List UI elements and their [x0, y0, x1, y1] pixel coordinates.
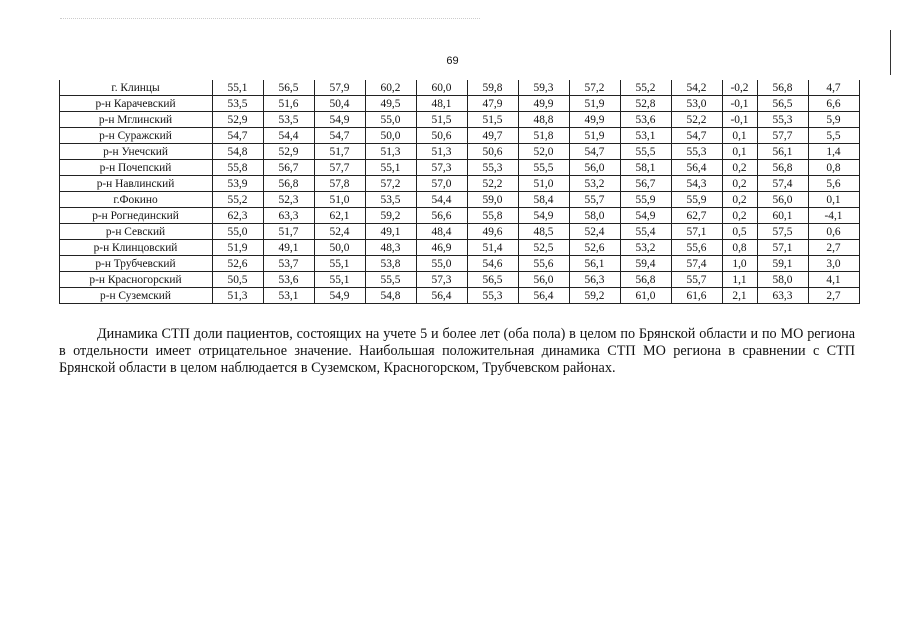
value-cell: 56,7: [621, 176, 672, 192]
district-name-cell: р-н Клинцовский: [60, 240, 213, 256]
value-cell: 52,5: [519, 240, 570, 256]
value-cell: 63,3: [264, 208, 315, 224]
value-cell: 52,2: [468, 176, 519, 192]
value-cell: 54,7: [570, 144, 621, 160]
value-cell: 59,0: [468, 192, 519, 208]
value-cell: 62,3: [213, 208, 264, 224]
table-row: [60, 128, 860, 144]
value-cell: 5,6: [809, 176, 860, 192]
value-cell: 59,4: [621, 256, 672, 272]
value-cell: 59,1: [758, 256, 809, 272]
value-cell: 51,3: [417, 144, 468, 160]
value-cell: 55,1: [315, 256, 366, 272]
value-cell: 57,0: [417, 176, 468, 192]
value-cell: 0,2: [723, 208, 758, 224]
value-cell: 51,8: [519, 128, 570, 144]
value-cell: 55,8: [468, 208, 519, 224]
value-cell: 55,3: [672, 144, 723, 160]
value-cell: -0,1: [723, 112, 758, 128]
value-cell: 51,3: [213, 288, 264, 304]
value-cell: 2,7: [809, 288, 860, 304]
district-name-cell: р-н Трубчевский: [60, 256, 213, 272]
value-cell: 56,4: [519, 288, 570, 304]
value-cell: 55,0: [213, 224, 264, 240]
value-cell: 56,8: [758, 160, 809, 176]
value-cell: 57,4: [758, 176, 809, 192]
district-name-cell: р-н Навлинский: [60, 176, 213, 192]
value-cell: 58,1: [621, 160, 672, 176]
value-cell: 51,0: [315, 192, 366, 208]
value-cell: 6,6: [809, 96, 860, 112]
value-cell: 54,7: [672, 128, 723, 144]
value-cell: 53,6: [621, 112, 672, 128]
value-cell: 56,0: [570, 160, 621, 176]
value-cell: 0,1: [809, 192, 860, 208]
value-cell: 53,8: [366, 256, 417, 272]
value-cell: 55,5: [621, 144, 672, 160]
value-cell: 54,2: [672, 80, 723, 96]
value-cell: 56,8: [621, 272, 672, 288]
value-cell: 0,2: [723, 176, 758, 192]
value-cell: 54,7: [315, 128, 366, 144]
district-name-cell: р-н Мглинский: [60, 112, 213, 128]
value-cell: 56,0: [519, 272, 570, 288]
value-cell: 49,6: [468, 224, 519, 240]
value-cell: 55,6: [672, 240, 723, 256]
value-cell: 51,0: [519, 176, 570, 192]
value-cell: 51,5: [417, 112, 468, 128]
value-cell: 57,1: [758, 240, 809, 256]
value-cell: 59,2: [570, 288, 621, 304]
value-cell: 57,1: [672, 224, 723, 240]
district-name-cell: р-н Суражский: [60, 128, 213, 144]
value-cell: 54,4: [264, 128, 315, 144]
table-row: [60, 160, 860, 176]
value-cell: 0,1: [723, 144, 758, 160]
table-row: [60, 224, 860, 240]
value-cell: 54,8: [213, 144, 264, 160]
table-row: [60, 96, 860, 112]
district-name-cell: р-н Рогнединский: [60, 208, 213, 224]
value-cell: 48,3: [366, 240, 417, 256]
value-cell: 53,5: [213, 96, 264, 112]
value-cell: 52,9: [264, 144, 315, 160]
value-cell: 48,1: [417, 96, 468, 112]
value-cell: 51,3: [366, 144, 417, 160]
value-cell: 56,3: [570, 272, 621, 288]
table-row: [60, 272, 860, 288]
value-cell: 57,5: [758, 224, 809, 240]
value-cell: 54,9: [315, 288, 366, 304]
value-cell: 5,9: [809, 112, 860, 128]
value-cell: 58,0: [758, 272, 809, 288]
value-cell: 56,0: [758, 192, 809, 208]
value-cell: 56,8: [758, 80, 809, 96]
value-cell: 51,7: [315, 144, 366, 160]
value-cell: 54,8: [366, 288, 417, 304]
value-cell: 55,1: [315, 272, 366, 288]
value-cell: 52,9: [213, 112, 264, 128]
value-cell: 60,0: [417, 80, 468, 96]
value-cell: -4,1: [809, 208, 860, 224]
value-cell: 60,1: [758, 208, 809, 224]
table-row: [60, 112, 860, 128]
value-cell: 56,4: [672, 160, 723, 176]
value-cell: 2,1: [723, 288, 758, 304]
value-cell: 0,8: [809, 160, 860, 176]
value-cell: 54,9: [519, 208, 570, 224]
table-row: [60, 192, 860, 208]
value-cell: 49,1: [264, 240, 315, 256]
value-cell: 48,5: [519, 224, 570, 240]
value-cell: 59,3: [519, 80, 570, 96]
value-cell: 59,8: [468, 80, 519, 96]
value-cell: 55,2: [621, 80, 672, 96]
value-cell: 55,4: [621, 224, 672, 240]
value-cell: 58,0: [570, 208, 621, 224]
value-cell: 57,4: [672, 256, 723, 272]
value-cell: 54,6: [468, 256, 519, 272]
value-cell: 57,9: [315, 80, 366, 96]
value-cell: 48,4: [417, 224, 468, 240]
value-cell: 52,2: [672, 112, 723, 128]
value-cell: 62,7: [672, 208, 723, 224]
value-cell: 1,1: [723, 272, 758, 288]
value-cell: 49,1: [366, 224, 417, 240]
table-row: [60, 80, 860, 96]
value-cell: 62,1: [315, 208, 366, 224]
value-cell: 50,5: [213, 272, 264, 288]
value-cell: 50,0: [315, 240, 366, 256]
value-cell: 55,0: [366, 112, 417, 128]
margin-rule: [890, 30, 891, 75]
value-cell: 48,8: [519, 112, 570, 128]
data-table: [59, 80, 860, 304]
value-cell: 52,4: [315, 224, 366, 240]
value-cell: 55,3: [758, 112, 809, 128]
value-cell: 56,7: [264, 160, 315, 176]
value-cell: 54,3: [672, 176, 723, 192]
value-cell: 53,5: [264, 112, 315, 128]
value-cell: 50,6: [468, 144, 519, 160]
value-cell: 0,5: [723, 224, 758, 240]
value-cell: 55,5: [366, 272, 417, 288]
value-cell: 55,3: [468, 288, 519, 304]
value-cell: 57,7: [315, 160, 366, 176]
table-row: [60, 256, 860, 272]
value-cell: 56,5: [468, 272, 519, 288]
value-cell: 53,6: [264, 272, 315, 288]
value-cell: 55,8: [213, 160, 264, 176]
value-cell: 52,8: [621, 96, 672, 112]
value-cell: 2,7: [809, 240, 860, 256]
district-name-cell: р-н Карачевский: [60, 96, 213, 112]
value-cell: 59,2: [366, 208, 417, 224]
value-cell: 49,7: [468, 128, 519, 144]
value-cell: 51,5: [468, 112, 519, 128]
value-cell: 57,8: [315, 176, 366, 192]
value-cell: 54,4: [417, 192, 468, 208]
value-cell: 1,4: [809, 144, 860, 160]
value-cell: 3,0: [809, 256, 860, 272]
value-cell: 55,2: [213, 192, 264, 208]
table-row: [60, 240, 860, 256]
value-cell: 55,9: [672, 192, 723, 208]
value-cell: 54,9: [315, 112, 366, 128]
value-cell: 51,9: [570, 128, 621, 144]
value-cell: -0,2: [723, 80, 758, 96]
value-cell: 53,2: [621, 240, 672, 256]
value-cell: 0,2: [723, 192, 758, 208]
value-cell: -0,1: [723, 96, 758, 112]
value-cell: 56,1: [570, 256, 621, 272]
table-row: [60, 144, 860, 160]
value-cell: 57,3: [417, 272, 468, 288]
value-cell: 54,9: [621, 208, 672, 224]
table-row: [60, 288, 860, 304]
value-cell: 52,3: [264, 192, 315, 208]
district-name-cell: г.Фокино: [60, 192, 213, 208]
value-cell: 50,0: [366, 128, 417, 144]
page-number: 69: [446, 55, 459, 67]
value-cell: 53,2: [570, 176, 621, 192]
value-cell: 53,1: [621, 128, 672, 144]
value-cell: 0,1: [723, 128, 758, 144]
value-cell: 56,5: [264, 80, 315, 96]
value-cell: 49,5: [366, 96, 417, 112]
district-name-cell: р-н Унечский: [60, 144, 213, 160]
value-cell: 56,6: [417, 208, 468, 224]
district-name-cell: р-н Почепский: [60, 160, 213, 176]
district-name-cell: р-н Красногорский: [60, 272, 213, 288]
value-cell: 49,9: [570, 112, 621, 128]
value-cell: 55,9: [621, 192, 672, 208]
value-cell: 53,1: [264, 288, 315, 304]
value-cell: 52,6: [570, 240, 621, 256]
value-cell: 57,3: [417, 160, 468, 176]
value-cell: 0,6: [809, 224, 860, 240]
value-cell: 53,0: [672, 96, 723, 112]
value-cell: 52,6: [213, 256, 264, 272]
value-cell: 55,3: [468, 160, 519, 176]
value-cell: 4,7: [809, 80, 860, 96]
value-cell: 0,2: [723, 160, 758, 176]
value-cell: 60,2: [366, 80, 417, 96]
value-cell: 57,7: [758, 128, 809, 144]
value-cell: 55,6: [519, 256, 570, 272]
value-cell: 58,4: [519, 192, 570, 208]
table-body: [60, 80, 860, 304]
value-cell: 51,7: [264, 224, 315, 240]
body-paragraph: Динамика СТП доли пациентов, состоящих на учете 5 и более лет (оба пола) в целом по Брянской области и по МО региона в отдельности имеет отрицательное значение. Наибольшая положительная динамика СТП МО региона в сравнении с СТП Брянской области в целом наблюдается в Суземском, Красногорском, Трубчевском районах.: [59, 326, 855, 376]
value-cell: 50,4: [315, 96, 366, 112]
table-row: [60, 208, 860, 224]
value-cell: 57,2: [570, 80, 621, 96]
value-cell: 63,3: [758, 288, 809, 304]
district-name-cell: р-н Суземский: [60, 288, 213, 304]
value-cell: 55,5: [519, 160, 570, 176]
value-cell: 47,9: [468, 96, 519, 112]
value-cell: 56,5: [758, 96, 809, 112]
value-cell: 53,7: [264, 256, 315, 272]
value-cell: 56,1: [758, 144, 809, 160]
value-cell: 61,6: [672, 288, 723, 304]
value-cell: 56,8: [264, 176, 315, 192]
table-row: [60, 176, 860, 192]
value-cell: 51,9: [213, 240, 264, 256]
value-cell: 50,6: [417, 128, 468, 144]
district-name-cell: г. Клинцы: [60, 80, 213, 96]
district-name-cell: р-н Севский: [60, 224, 213, 240]
value-cell: 55,0: [417, 256, 468, 272]
value-cell: 55,1: [366, 160, 417, 176]
value-cell: 53,9: [213, 176, 264, 192]
value-cell: 49,9: [519, 96, 570, 112]
scan-artifact-line: [60, 18, 480, 21]
value-cell: 51,6: [264, 96, 315, 112]
value-cell: 5,5: [809, 128, 860, 144]
value-cell: 56,4: [417, 288, 468, 304]
value-cell: 46,9: [417, 240, 468, 256]
value-cell: 52,0: [519, 144, 570, 160]
value-cell: 51,4: [468, 240, 519, 256]
value-cell: 53,5: [366, 192, 417, 208]
value-cell: 54,7: [213, 128, 264, 144]
value-cell: 55,1: [213, 80, 264, 96]
value-cell: 55,7: [672, 272, 723, 288]
value-cell: 51,9: [570, 96, 621, 112]
value-cell: 4,1: [809, 272, 860, 288]
value-cell: 55,7: [570, 192, 621, 208]
value-cell: 0,8: [723, 240, 758, 256]
value-cell: 52,4: [570, 224, 621, 240]
value-cell: 61,0: [621, 288, 672, 304]
value-cell: 1,0: [723, 256, 758, 272]
value-cell: 57,2: [366, 176, 417, 192]
